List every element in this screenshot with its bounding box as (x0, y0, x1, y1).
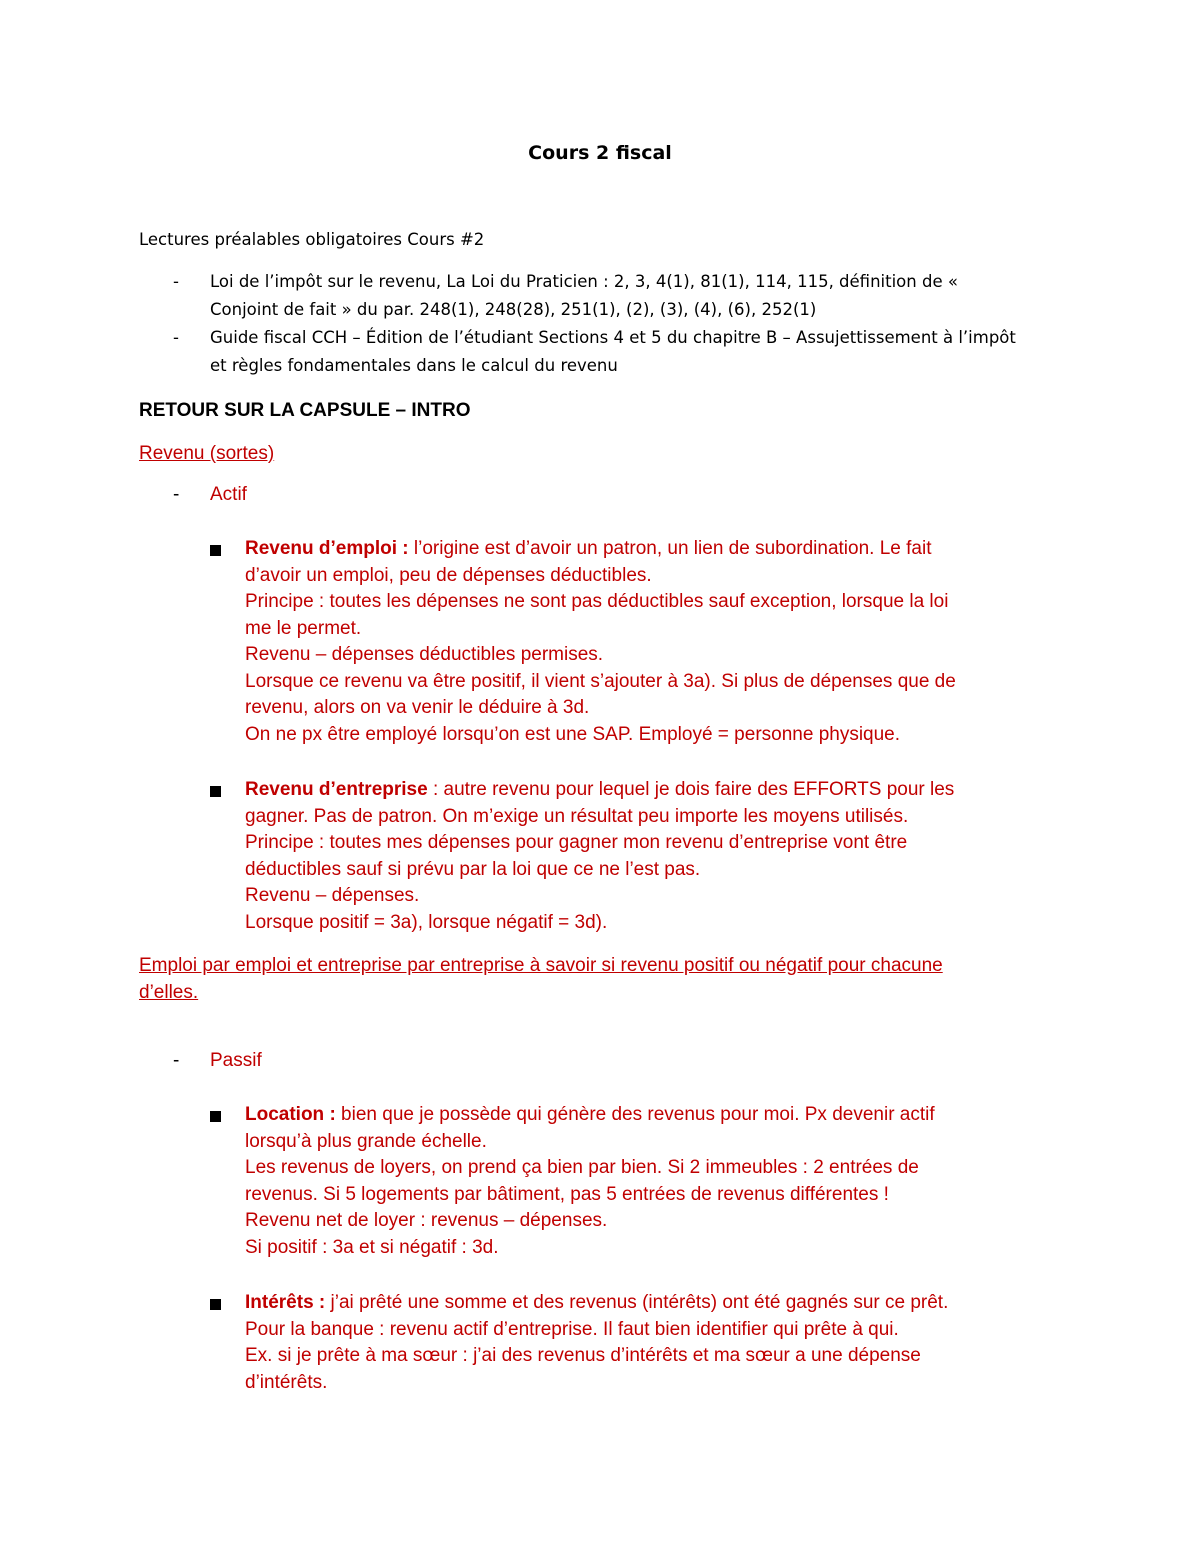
item-text: gagner. Pas de patron. On m’exige un résultat peu importe les moyens utilisés. (245, 805, 909, 827)
list-item-interets (210, 1290, 1070, 1396)
readings-list (139, 268, 1069, 380)
list-item-body (245, 1102, 1070, 1261)
dash-bullet: - (173, 272, 179, 291)
item-text: déductibles sauf si prévu par la loi que ce ne l’est pas. (245, 858, 701, 880)
note-paragraph (139, 953, 1069, 1006)
list-item-body (245, 777, 1070, 936)
item-label: Location : (245, 1104, 336, 1125)
item-text: Revenu – dépenses déductibles permises. (245, 644, 604, 665)
note-line: Emploi par emploi et entreprise par entreprise à savoir si revenu positif ou négatif pour chacune (139, 955, 943, 976)
item-text: me le permet. (245, 617, 362, 639)
passif-label: Passif (210, 1050, 262, 1071)
item-text: Revenu net de loyer : revenus – dépenses. (245, 1210, 608, 1231)
note-line: d’elles. (139, 981, 199, 1003)
list-item-body (245, 1290, 1070, 1396)
document-title: Cours 2 fiscal (528, 142, 672, 164)
item-text: bien que je possède qui génère des revenus pour moi. Px devenir actif (335, 1104, 935, 1125)
item-label: Revenu d’emploi : (245, 538, 409, 559)
reading-line: Conjoint de fait » du par. 248(1), 248(28), 251(1), (2), (3), (4), (6), 252(1) (210, 300, 817, 319)
item-text: Revenu – dépenses. (245, 885, 420, 906)
dash-bullet: - (173, 328, 179, 347)
square-bullet-icon (210, 1111, 221, 1122)
item-text: Lorsque positif = 3a), lorsque négatif = 3d). (245, 911, 608, 933)
item-text: Pour la banque : revenu actif d’entreprise. Il faut bien identifier qui prête à qui. (245, 1318, 899, 1340)
list-item-body (245, 536, 1070, 748)
item-label: Revenu d’entreprise (245, 779, 428, 800)
section-heading: RETOUR SUR LA CAPSULE – INTRO (139, 400, 471, 421)
item-text: Si positif : 3a et si négatif : 3d. (245, 1236, 499, 1258)
list-item-revenu-entreprise (210, 777, 1070, 936)
reading-line: Guide fiscal CCH – Édition de l’étudiant Sections 4 et 5 du chapitre B – Assujettissement à l’impôt (210, 328, 1016, 347)
item-text: revenu, alors on va venir le déduire à 3d. (245, 697, 590, 718)
actif-label: Actif (210, 484, 247, 505)
item-text: j’ai prêté une somme et des revenus (intérêts) ont été gagnés sur ce prêt. (325, 1292, 949, 1313)
readings-heading: Lectures préalables obligatoires Cours #2 (139, 230, 485, 249)
item-text: Principe : toutes les dépenses ne sont pas déductibles sauf exception, lorsque la loi (245, 591, 949, 612)
item-text: revenus. Si 5 logements par bâtiment, pas 5 entrées de revenus différentes ! (245, 1183, 889, 1205)
item-text: l’origine est d’avoir un patron, un lien de subordination. Le fait (408, 538, 932, 559)
item-text: On ne px être employé lorsqu’on est une SAP. Employé = personne physique. (245, 723, 901, 745)
item-text: lorsqu’à plus grande échelle. (245, 1130, 487, 1152)
list-item-location (210, 1102, 1070, 1261)
reading-line: Loi de l’impôt sur le revenu, La Loi du Praticien : 2, 3, 4(1), 81(1), 114, 115, définition de « (210, 272, 958, 291)
dash-bullet: - (173, 1050, 180, 1071)
reading-item (139, 268, 1069, 324)
subheading-revenu-sortes: Revenu (sortes) (139, 443, 275, 464)
reading-item (139, 324, 1069, 380)
square-bullet-icon (210, 1299, 221, 1310)
item-text: : autre revenu pour lequel je dois faire des EFFORTS pour les (427, 779, 955, 800)
dash-bullet: - (173, 484, 180, 505)
list-item-revenu-emploi (210, 536, 1070, 748)
item-text: d’avoir un emploi, peu de dépenses déductibles. (245, 564, 652, 586)
item-label: Intérêts : (245, 1292, 326, 1313)
reading-line: et règles fondamentales dans le calcul du revenu (210, 356, 618, 375)
item-text: Les revenus de loyers, on prend ça bien par bien. Si 2 immeubles : 2 entrées de (245, 1157, 919, 1178)
item-text: Lorsque ce revenu va être positif, il vient s’ajouter à 3a). Si plus de dépenses que de (245, 670, 956, 692)
square-bullet-icon (210, 545, 221, 556)
item-text: Principe : toutes mes dépenses pour gagner mon revenu d’entreprise vont être (245, 832, 908, 853)
item-text: Ex. si je prête à ma sœur : j’ai des revenus d’intérêts et ma sœur a une dépense (245, 1345, 921, 1366)
square-bullet-icon (210, 786, 221, 797)
item-text: d’intérêts. (245, 1371, 328, 1393)
